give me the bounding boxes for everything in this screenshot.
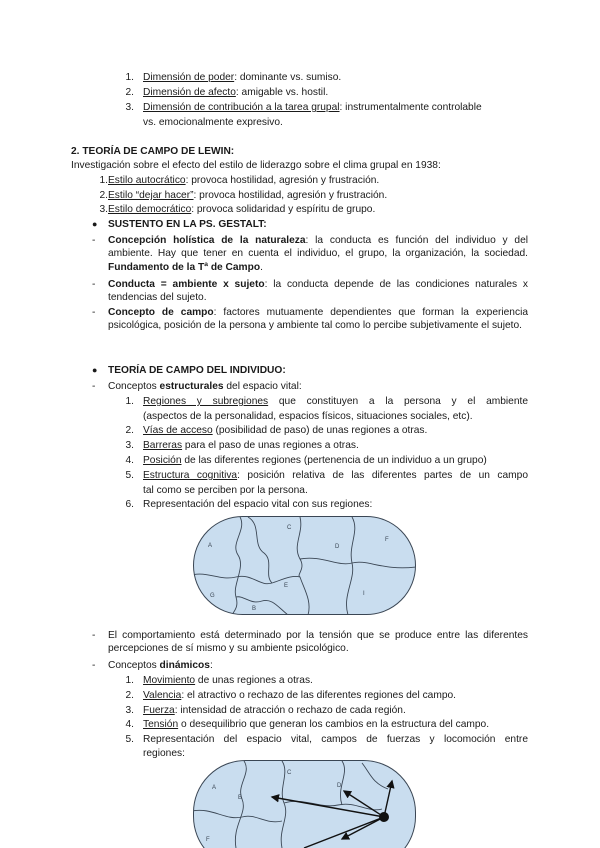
list-item: Barreras para el paso de unas regiones a otras. bbox=[143, 440, 359, 451]
region-label: D bbox=[337, 783, 342, 789]
list-term: Tensión bbox=[143, 719, 179, 730]
list-item: Estilo “dejar hacer”: provoca hostilidad, agresión y frustración. bbox=[108, 190, 388, 201]
list-term: Movimiento bbox=[143, 675, 196, 686]
list-item: Estilo autocrático: provoca hostilidad, agresión y frustración. bbox=[108, 175, 380, 186]
list-term: Vías de acceso bbox=[143, 425, 213, 436]
region-label: E bbox=[284, 583, 289, 589]
list-term: Dimensión de contribución a la tarea grupal bbox=[143, 102, 340, 113]
list-item: Dimensión de contribución a la tarea grupal: instrumentalmente controlable bbox=[143, 102, 482, 113]
list-number: 2. bbox=[125, 87, 134, 98]
bullet-icon: ● bbox=[92, 365, 98, 375]
subheading: TEORÍA DE CAMPO DEL INDIVIDUO: bbox=[108, 365, 286, 376]
list-number: 4. bbox=[125, 455, 134, 466]
list-item: Tensión o desequilibrio que generan los cambios en la estructura del campo. bbox=[143, 719, 490, 730]
gestalt-item: Concepción holística de la naturaleza: la conducta es función del individuo y del ambiente. Hay que tener en cuenta el individuo, el grupo, la organización, la sociedad. Fundamento de la Tª de Campo. bbox=[108, 235, 528, 273]
list-item: Dimensión de afecto: amigable vs. hostil. bbox=[143, 87, 329, 98]
dash-icon: - bbox=[92, 279, 96, 290]
list-term: Dimensión de poder bbox=[143, 72, 235, 83]
list-number: 2. bbox=[125, 425, 134, 436]
list-number: 3. bbox=[125, 705, 134, 716]
structural-intro: Conceptos estructurales del espacio vital: bbox=[108, 381, 302, 392]
region-label: D bbox=[335, 544, 340, 550]
force-field-diagram bbox=[192, 759, 417, 848]
section-intro: Investigación sobre el efecto del estilo de liderazgo sobre el clima grupal en 1938: bbox=[71, 160, 441, 171]
list-item: Valencia: el atractivo o rechazo de las diferentes regiones del campo. bbox=[143, 690, 456, 701]
list-item: Representación del espacio vital con sus regiones: bbox=[143, 499, 373, 510]
dash-icon: - bbox=[92, 381, 96, 392]
list-number: 6. bbox=[125, 499, 134, 510]
list-item: Vías de acceso (posibilidad de paso) de unas regiones a otras. bbox=[143, 425, 428, 436]
dynamic-intro: Conceptos dinámicos: bbox=[108, 660, 213, 671]
region-label: F bbox=[206, 837, 210, 843]
list-term: Regiones y subregiones bbox=[143, 396, 269, 407]
life-space-boundary bbox=[194, 761, 416, 848]
list-term: Dimensión de afecto bbox=[143, 87, 236, 98]
list-item: Representación del espacio vital, campos de fuerzas y locomoción entre bbox=[143, 734, 528, 745]
dash-icon: - bbox=[92, 307, 96, 318]
list-item: Fuerza: intensidad de atracción o rechazo de cada región. bbox=[143, 705, 406, 716]
list-number: 4. bbox=[125, 719, 134, 730]
list-number: 1. bbox=[125, 675, 134, 686]
list-item-continuation: (aspectos de la personalidad, espacios físicos, situaciones sociales, etc). bbox=[143, 411, 473, 422]
region-label: A bbox=[208, 543, 213, 549]
gestalt-item: Conducta = ambiente x sujeto: la conducta depende de las condiciones naturales x tendencias del sujeto. bbox=[108, 279, 528, 304]
region-label: C bbox=[287, 770, 292, 776]
list-term: Estilo democrático bbox=[108, 204, 192, 215]
life-space-diagram bbox=[192, 515, 417, 616]
list-item: Estilo democrático: provoca solidaridad y espíritu de grupo. bbox=[108, 204, 376, 215]
subheading: SUSTENTO EN LA PS. GESTALT: bbox=[108, 219, 267, 230]
list-term: Estructura cognitiva bbox=[143, 470, 238, 481]
region-label: G bbox=[210, 593, 215, 599]
list-item: Posición de las diferentes regiones (pertenencia de un individuo a un grupo) bbox=[143, 455, 487, 466]
region-label: A bbox=[212, 785, 217, 791]
list-term: Barreras bbox=[143, 440, 183, 451]
list-item-continuation: tal como se perciben por la persona. bbox=[143, 485, 308, 496]
region-label: I bbox=[363, 591, 365, 597]
list-item-continuation: vs. emocionalmente expresivo. bbox=[143, 117, 283, 128]
dash-icon: - bbox=[92, 660, 96, 671]
list-number: 1. bbox=[125, 72, 134, 83]
region-label: C bbox=[287, 525, 292, 531]
list-term: Valencia bbox=[143, 690, 182, 701]
list-term: Fuerza bbox=[143, 705, 175, 716]
list-number: 3. bbox=[125, 440, 134, 451]
person-dot bbox=[379, 812, 389, 822]
list-number: 2. bbox=[99, 190, 108, 201]
list-item-continuation: regiones: bbox=[143, 748, 185, 759]
section-title: 2. TEORÍA DE CAMPO DE LEWIN: bbox=[71, 146, 235, 157]
list-number: 3. bbox=[99, 204, 108, 215]
dash-icon: - bbox=[92, 630, 96, 641]
list-number: 1. bbox=[125, 396, 134, 407]
list-term: Estilo “dejar hacer” bbox=[108, 190, 194, 201]
list-term: Estilo autocrático bbox=[108, 175, 186, 186]
dash-icon: - bbox=[92, 235, 96, 246]
list-item: Dimensión de poder: dominante vs. sumiso. bbox=[143, 72, 342, 83]
region-label: B bbox=[238, 795, 243, 801]
list-number: 2. bbox=[125, 690, 134, 701]
list-number: 1. bbox=[99, 175, 108, 186]
list-item: Regiones y subregiones que constituyen a la persona y el ambiente bbox=[143, 396, 528, 407]
region-label: B bbox=[252, 606, 257, 612]
list-term: Posición bbox=[143, 455, 182, 466]
list-number: 5. bbox=[125, 734, 134, 745]
list-number: 3. bbox=[125, 102, 134, 113]
behaviour-paragraph: El comportamiento está determinado por la tensión que se produce entre las diferentes percepciones de sí mismo y su ambiente psicológico. bbox=[108, 630, 528, 655]
bullet-icon: ● bbox=[92, 219, 98, 229]
list-item: Movimiento de unas regiones a otras. bbox=[143, 675, 313, 686]
region-label: F bbox=[385, 537, 389, 543]
list-number: 5. bbox=[125, 470, 134, 481]
list-item: Estructura cognitiva: posición relativa de las diferentes partes de un campo bbox=[143, 470, 529, 481]
gestalt-item: Concepto de campo: factores mutuamente dependientes que forman la experiencia psicológica, posición de la persona y ambiente tal como lo percibe subjetivamente el sujeto. bbox=[108, 307, 529, 332]
